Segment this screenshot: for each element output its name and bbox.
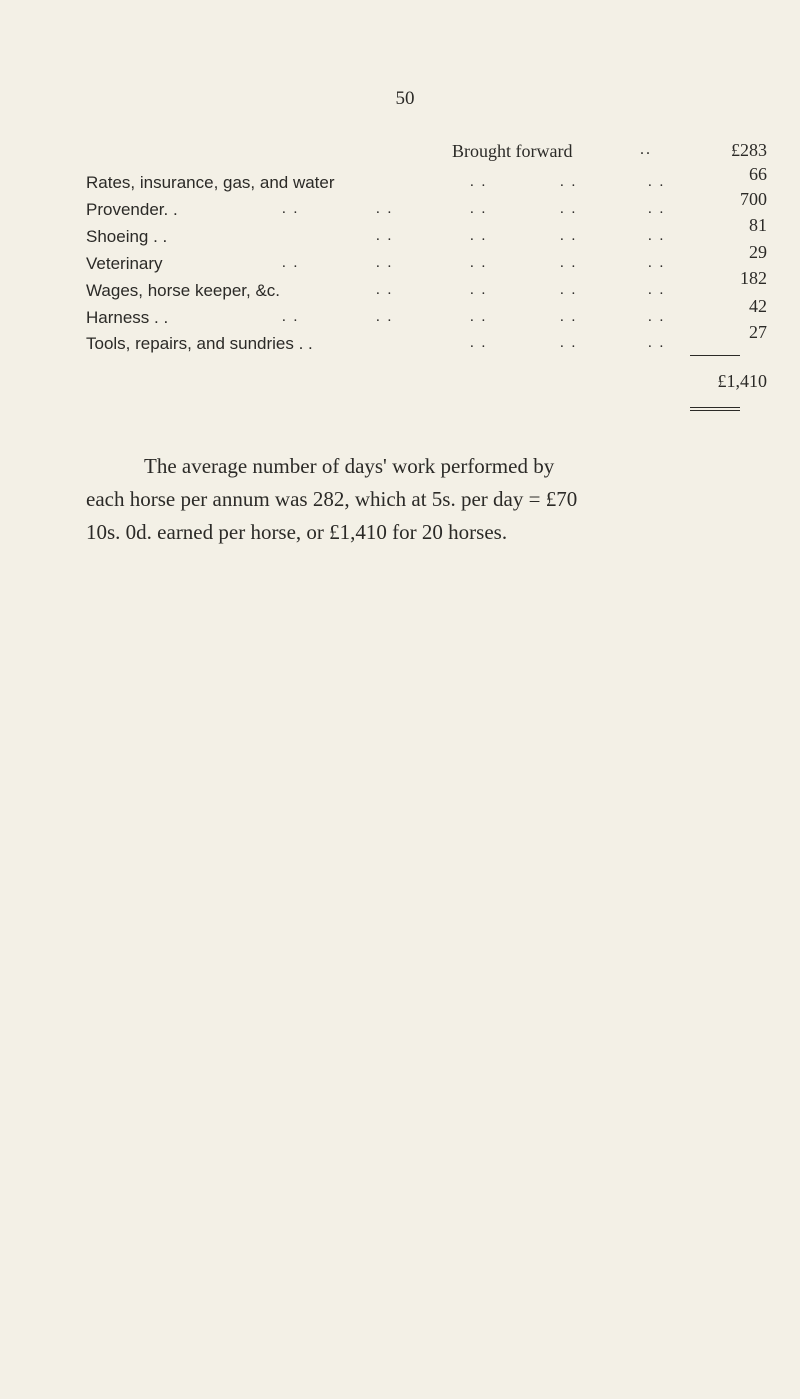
double-rule [690,407,740,408]
expense-amount: 66 [749,164,767,184]
expense-leader: . . [376,201,394,217]
expense-amount: 27 [749,322,767,342]
expense-leader: . . [648,255,666,271]
expense-leader: . . [282,309,300,325]
summary-paragraph [86,450,766,549]
expense-label: Provender. . [86,200,178,219]
brought-forward-label: Brought forward [452,141,573,161]
total-rule [690,355,740,356]
expense-leader: . . [376,255,394,271]
double-rule-lower [690,410,740,411]
paragraph-line-3: 10s. 0d. earned per horse, or £1,410 for 20 horses. [86,520,508,544]
expense-amount: 700 [740,189,767,209]
brought-forward-amount: £283 [731,140,767,160]
expense-leader: . . [560,309,578,325]
expense-leader: . . [376,309,394,325]
expense-leader: . . [648,335,666,351]
expense-leader: . . [282,201,300,217]
expense-amount: 182 [740,268,767,288]
expense-leader: . . [648,309,666,325]
expense-leader: . . [282,255,300,271]
expense-label: Wages, horse keeper, &c. [86,281,281,300]
expense-label: Veterinary [86,254,163,273]
expense-amount: 42 [749,296,767,316]
expense-leader: . . [376,282,394,298]
total-amount: £1,410 [717,371,767,391]
paragraph-line-1: The average number of days' work performed by [144,454,555,478]
expense-leader: . . [648,201,666,217]
expense-label: Tools, repairs, and sundries . . [86,334,313,353]
expense-leader: . . [376,228,394,244]
expense-leader: . . [560,228,578,244]
expense-label: Rates, insurance, gas, and water [86,173,335,192]
expense-leader: . . [470,255,488,271]
expense-leader: . . [560,174,578,190]
expense-label: Shoeing . . [86,227,168,246]
expense-leader: . . [470,282,488,298]
paragraph-line-2: each horse per annum was 282, which at 5s. per day = £70 [86,487,578,511]
expense-leader: . . [470,201,488,217]
expense-leader: . . [470,309,488,325]
expense-amount: 81 [749,215,767,235]
page-number: 50 [395,88,415,109]
expense-leader: . . [648,174,666,190]
expense-leader: . . [470,335,488,351]
expense-amount: 29 [749,242,767,262]
expense-leader: . . [560,282,578,298]
expense-leader: . . [470,174,488,190]
brought-forward-leader: .. [640,141,652,158]
expense-leader: . . [560,335,578,351]
expense-leader: . . [648,282,666,298]
expense-leader: . . [560,255,578,271]
expense-leader: . . [648,228,666,244]
expense-leader: . . [470,228,488,244]
expense-label: Harness . . [86,308,169,327]
expense-leader: . . [560,201,578,217]
